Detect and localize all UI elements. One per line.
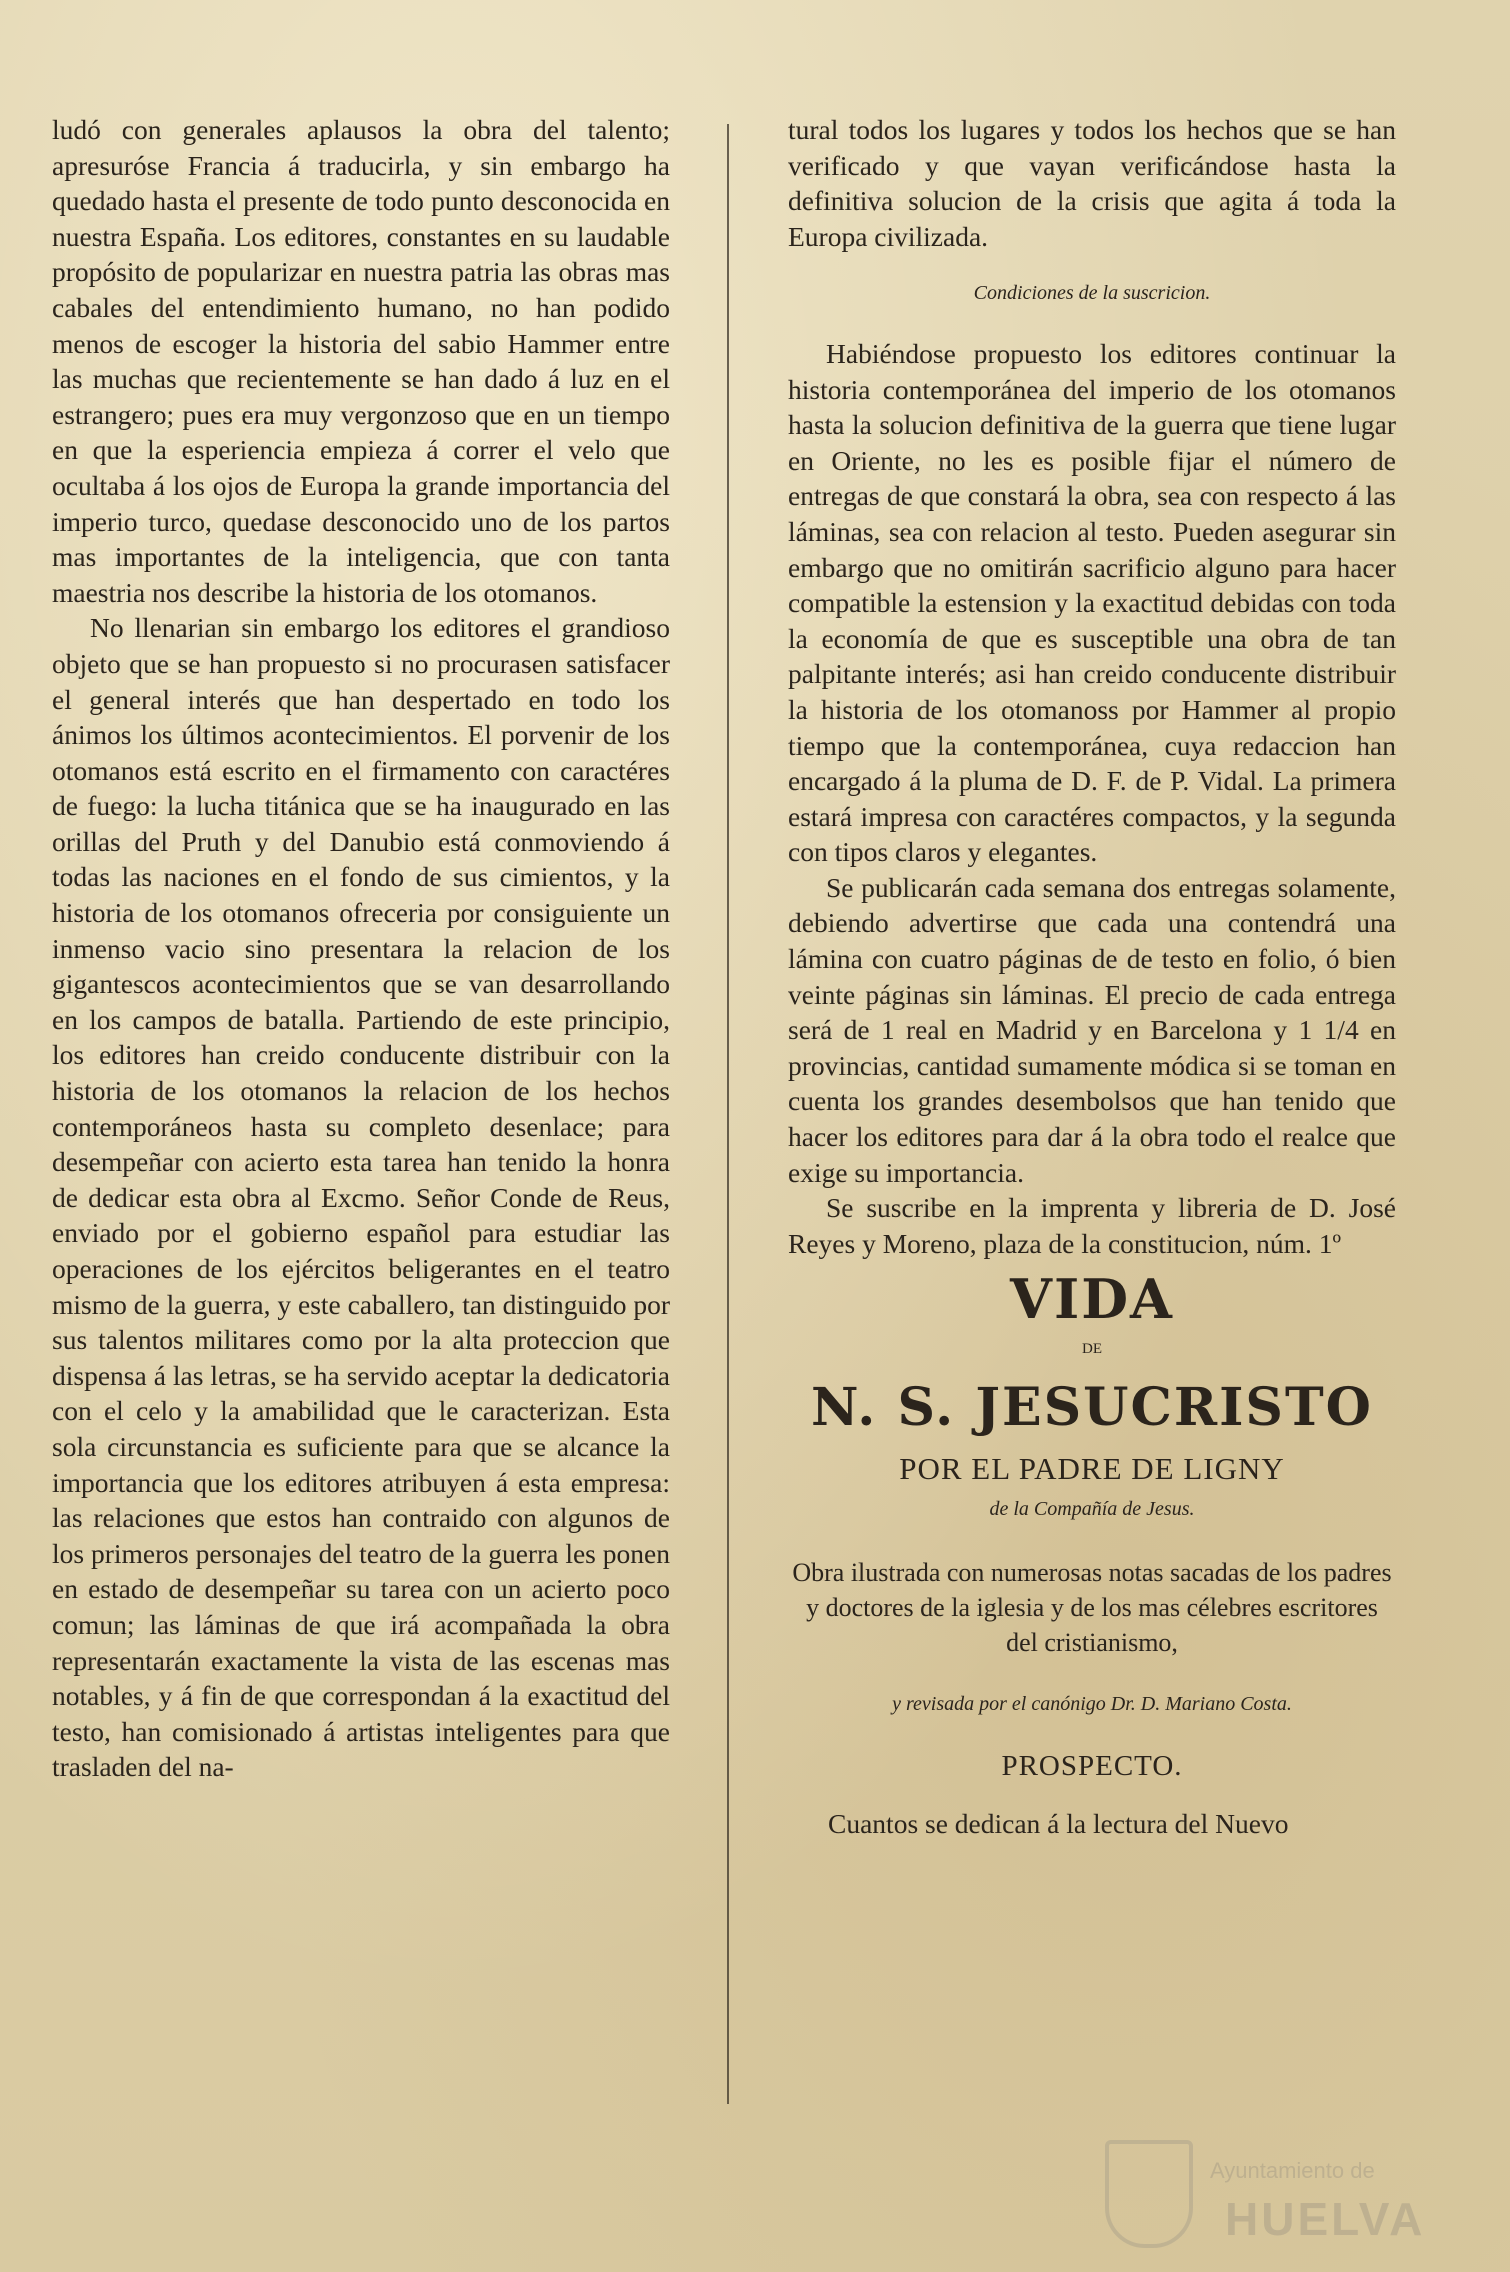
right-column <box>788 112 1396 1842</box>
archive-watermark <box>1105 2140 1445 2250</box>
announcement-subject: N. S. JESUCRISTO <box>811 1377 1373 1439</box>
left-paragraph-1: ludó con generales aplausos la obra del talento; apresuróse Francia á traducirla, y sin embargo ha quedado hasta el presente de todo punto desconocida en nuestra España. Los editores, constantes en su laudable propósito de popularizar en nuestra patria las obras mas cabales del entendimiento humano, no han podido menos de escoger la historia del sabio Hammer entre las muchas que recientemente se han dado á luz en el estrangero; pues era muy vergonzoso que en un tiempo en que la esperiencia empieza á correr el velo que ocultaba á los ojos de Europa la grande importancia del imperio turco, quedase desconocido uno de los partos mas importantes de la inteligencia, que con tanta maestria nos describe la historia de los otomanos. <box>52 114 670 608</box>
announcement-company: de la Compañía de Jesus. <box>989 1498 1195 1521</box>
conditions-title: Condiciones de la suscricion. <box>973 282 1211 305</box>
right-paragraph-2: Se publicarán cada semana dos entregas solamente, debiendo advertirse que cada una contendrá una lámina con cuatro páginas de de testo en folio, ó bien veinte páginas sin láminas. El precio de cada entrega será de 1 real en Madrid y en Barcelona y 1 1/4 en provincias, cantidad sumamente módica si se toman en cuenta los grandes desembolsos que han tenido que hacer los editores para dar á la obra todo el realce que exige su importancia. <box>788 871 1396 1188</box>
watermark-line-1: Ayuntamiento de <box>1210 2158 1375 2183</box>
book-announcement <box>788 1269 1396 1842</box>
announcement-description: Obra ilustrada con numerosas notas sacadas de los padres y doctores de la iglesia y de los mas célebres escritores del cristianismo, <box>792 1558 1392 1658</box>
announcement-revised: y revisada por el canónigo Dr. D. Mariano Costa. <box>892 1693 1292 1716</box>
right-paragraph-1: Habiéndose propuesto los editores continuar la historia contemporánea del imperio de los otomanos hasta la solucion definitiva de la guerra que tiene lugar en Oriente, no les es posible fijar el número de entregas de que constará la obra, sea con respecto á las láminas, sea con relacion al testo. Pueden asegurar sin embargo que no omitirán sacrificio alguno para hacer compatible la estension y la exactitud debidas con toda la economía de que es susceptible una obra de tan palpitante interés; asi han creido conducente distribuir la historia de los otomanoss por Hammer al propio tiempo que la contemporánea, cuya redaccion han encargado á la pluma de D. F. de P. Vidal. La primera estará impresa con caractéres compactos, y la segunda con tipos claros y elegantes. <box>788 337 1396 868</box>
left-column <box>52 112 670 1785</box>
announcement-author: POR EL PADRE DE LIGNY <box>899 1451 1285 1487</box>
prospecto-text: Cuantos se dedican á la lectura del Nuevo <box>828 1808 1289 1840</box>
shield-icon <box>1105 2140 1193 2248</box>
watermark-line-2: HUELVA <box>1225 2193 1426 2245</box>
announcement-title: VIDA <box>1010 1267 1174 1332</box>
column-divider <box>727 124 729 2104</box>
prospecto-heading: PROSPECTO. <box>1001 1750 1183 1783</box>
left-paragraph-2: No llenarian sin embargo los editores el grandioso objeto que se han propuesto si no procurasen satisfacer el general interés que han despertado en todo los ánimos los últimos acontecimientos. El porvenir de los otomanos está escrito en el firmamento con caractéres de fuego: la lucha titánica que se ha inaugurado en las orillas del Pruth y del Danubio está conmoviendo á todas las naciones en el fondo de sus cimientos, y la historia de los otomanos ofreceria por consiguiente un inmenso vacio sino presentara la relacion de los gigantescos acontecimientos que se van desarrollando en los campos de batalla. Partiendo de este principio, los editores han creido conducente distribuir con la historia de los otomanos la relacion de los hechos contemporáneos hasta su completo desenlace; para desempeñar con acierto esta tarea han tenido la honra de dedicar esta obra al Excmo. Señor Conde de Reus, enviado por el gobierno español para estudiar las operaciones de los ejércitos beligerantes en el teatro mismo de la guerra, y este caballero, tan distinguido por sus talentos militares como por la alta proteccion que dispensa á las letras, se ha servido aceptar la dedicatoria con el celo y la amabilidad que le caracterizan. Esta sola circunstancia es suficiente para que se alcance la importancia que los editores atribuyen á esta empresa: las relaciones que estos han contraido con algunos de los primeros personajes del teatro de la guerra les ponen en estado de desempeñar su tarea con un acierto poco comun; las láminas de que irá acompañada la obra representarán exactamente la vista de las escenas mas notables, y á fin de que correspondan á la exactitud del testo, han comisionado á artistas inteligentes para que trasladen del na- <box>52 612 670 1783</box>
right-intro-paragraph: tural todos los lugares y todos los hechos que se han verificado y que vayan verificándose hasta la definitiva solucion de la crisis que agita á toda la Europa civilizada. <box>788 114 1396 252</box>
right-paragraph-3: Se suscribe en la imprenta y libreria de D. José Reyes y Moreno, plaza de la constitucion, núm. 1º <box>788 1192 1396 1259</box>
announcement-connector: DE <box>1082 1341 1102 1358</box>
